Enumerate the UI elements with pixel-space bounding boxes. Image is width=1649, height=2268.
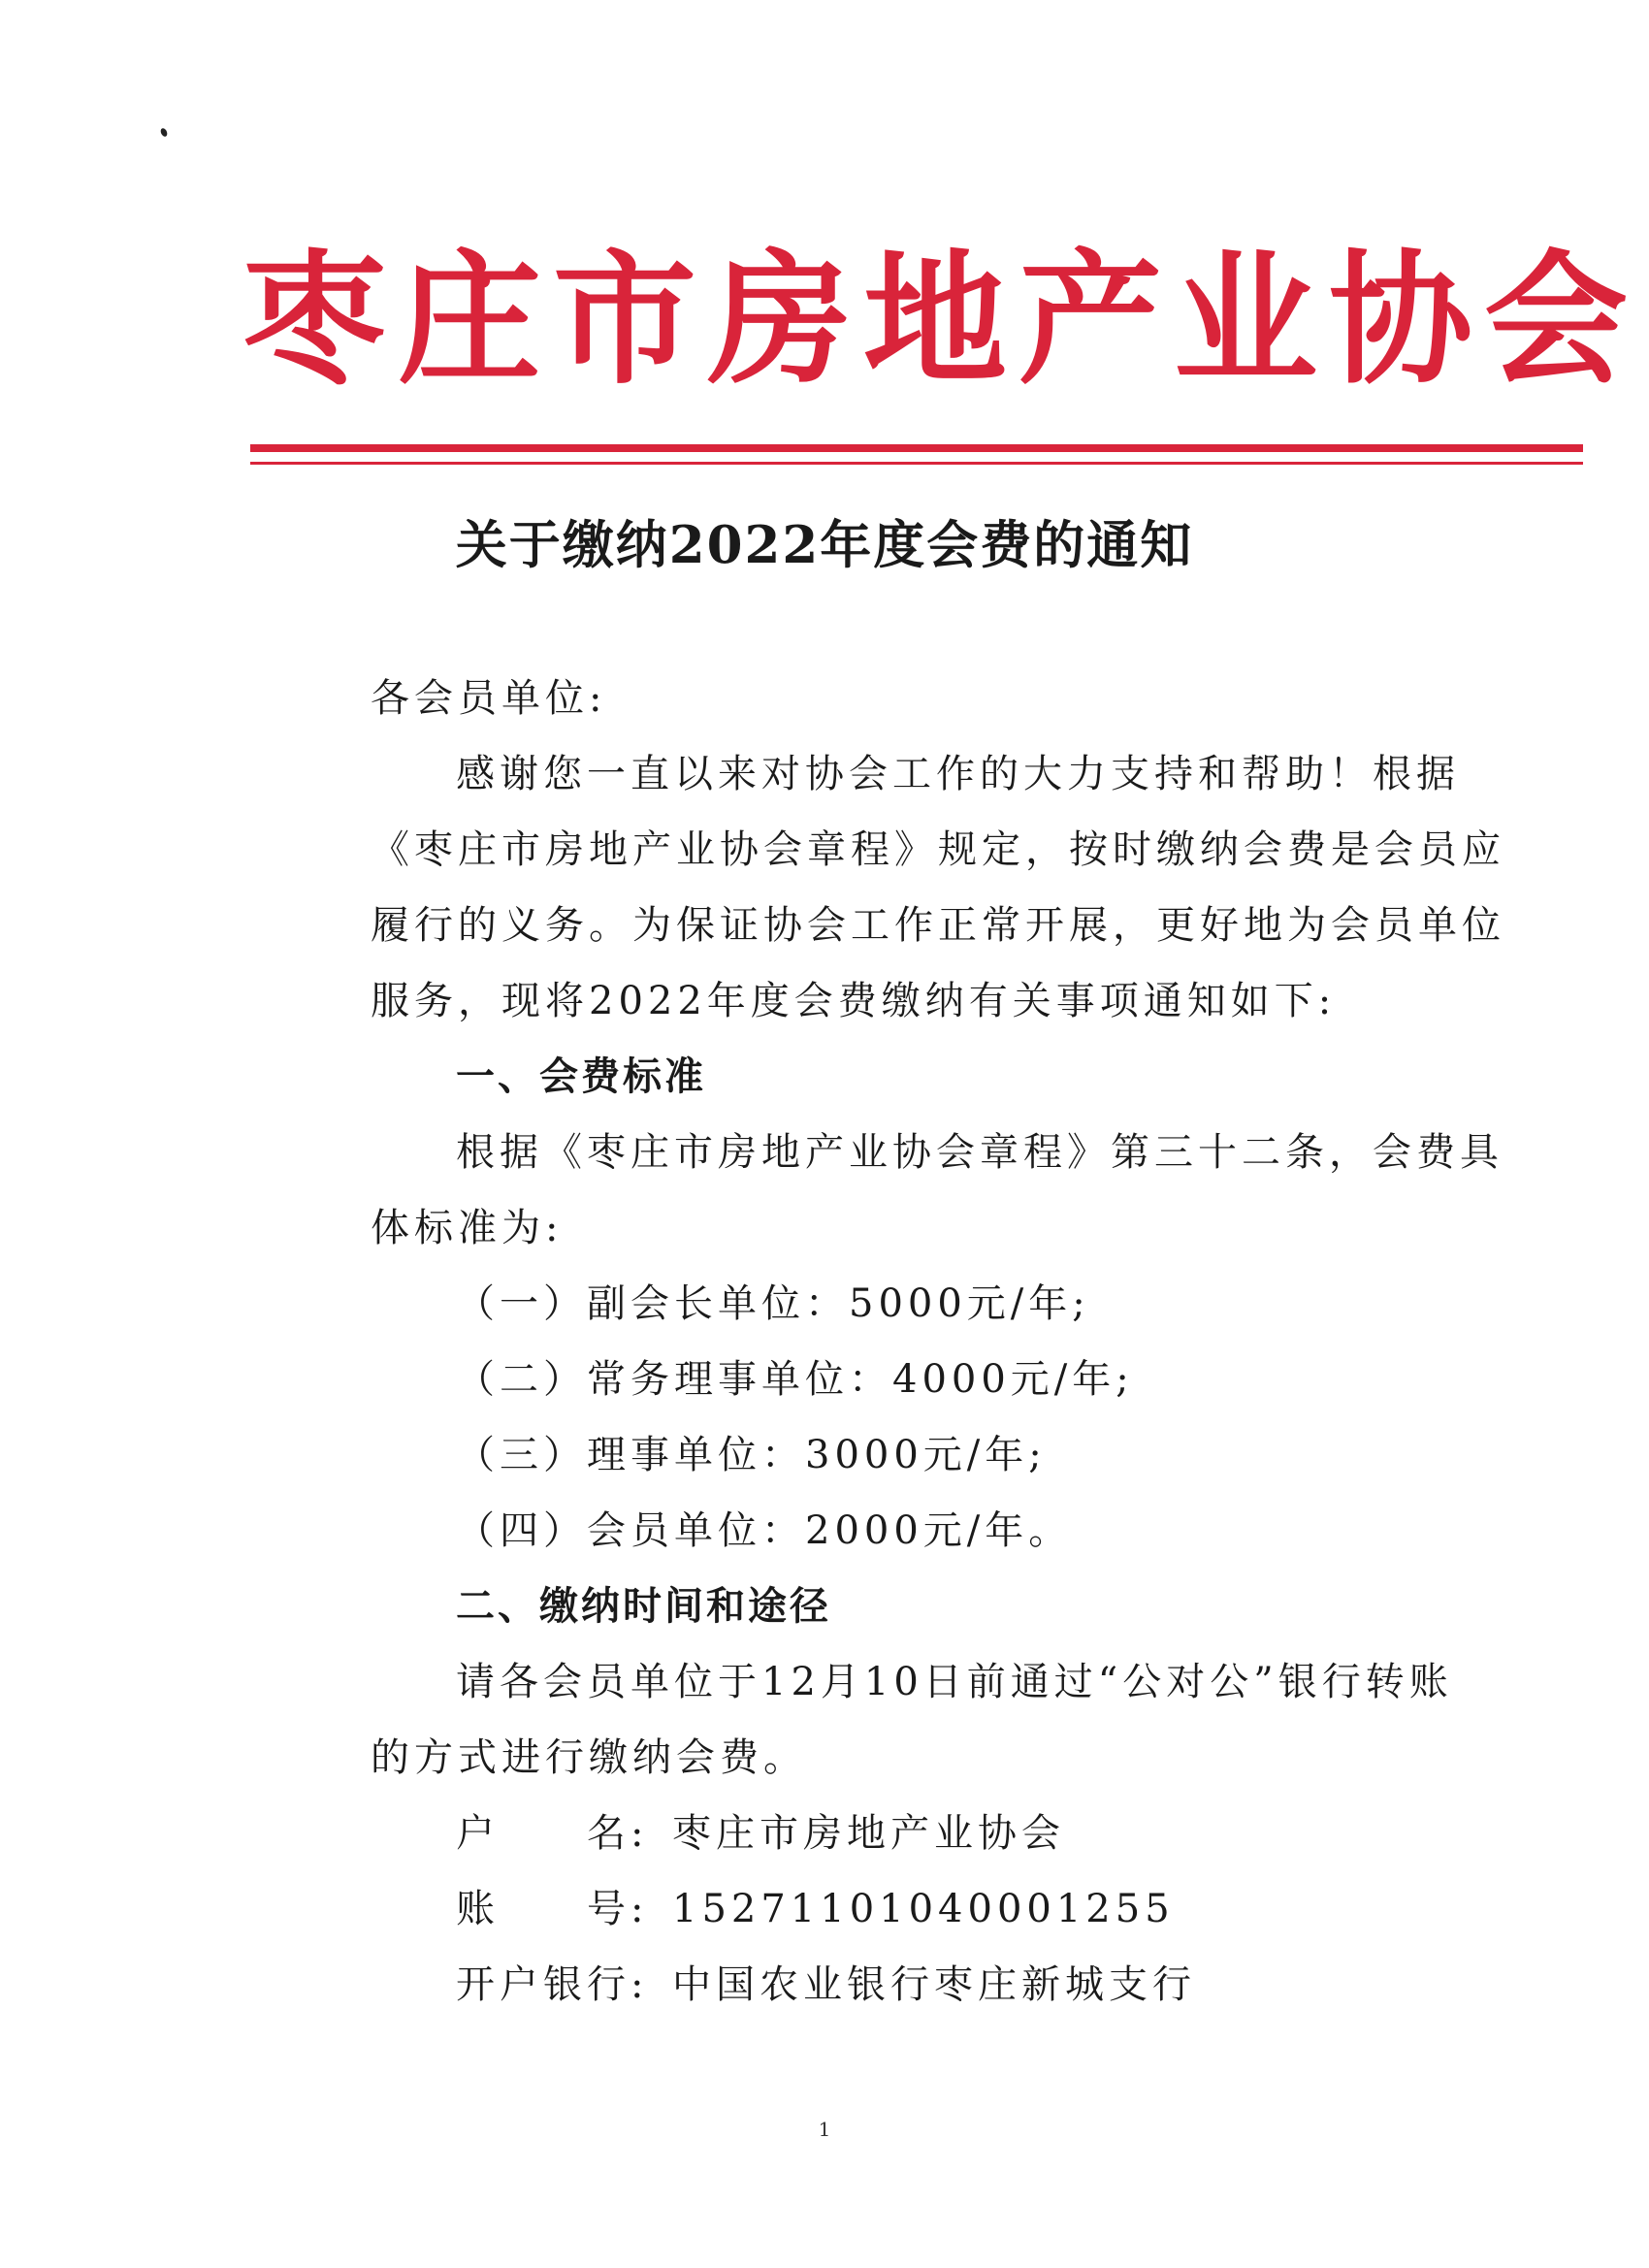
fee-item: （四）会员单位：2000元/年。 [456,1508,1073,1553]
intro-line: 履行的义务。为保证协会工作正常开展，更好地为会员单位 [371,903,1505,948]
section-line: 根据《枣庄市房地产业协会章程》第三十二条，会费具 [456,1130,1504,1175]
masthead-title: 枣庄市房地产业协会 [242,237,1639,404]
fee-item: （一）副会长单位：5000元/年; [456,1281,1090,1326]
account-number-label: 账 号: [456,1887,649,1931]
bank-value: 中国农业银行枣庄新城支行 [672,1962,1196,2007]
account-name-label: 户 名: [456,1811,649,1856]
intro-line: 《枣庄市房地产业协会章程》规定，按时缴纳会费是会员应 [371,827,1505,872]
bank-label: 开户银行: [456,1962,649,2007]
section-heading-payment: 二、缴纳时间和途径 [456,1584,831,1629]
page-number: 1 [818,2118,831,2141]
masthead-rule-thin [250,462,1583,465]
document-title: 关于缴纳2022年度会费的通知 [455,515,1194,575]
section-line: 的方式进行缴纳会费。 [371,1735,807,1780]
fee-item: （二）常务理事单位：4000元/年; [456,1357,1134,1402]
account-number-value: 15271101040001255 [672,1887,1175,1931]
section-line: 请各会员单位于12月10日前通过“公对公”银行转账 [456,1660,1453,1704]
fee-item: （三）理事单位：3000元/年; [456,1433,1047,1477]
masthead-rule-thick [250,444,1583,452]
intro-line: 服务，现将2022年度会费缴纳有关事项通知如下: [371,979,1337,1023]
section-line: 体标准为: [371,1206,564,1250]
intro-line: 感谢您一直以来对协会工作的大力支持和帮助！根据 [456,752,1460,796]
salutation: 各会员单位: [371,676,607,721]
scan-speck [159,127,168,138]
section-heading-fee-standard: 一、会费标准 [456,1054,706,1099]
account-name-value: 枣庄市房地产业协会 [672,1811,1065,1856]
